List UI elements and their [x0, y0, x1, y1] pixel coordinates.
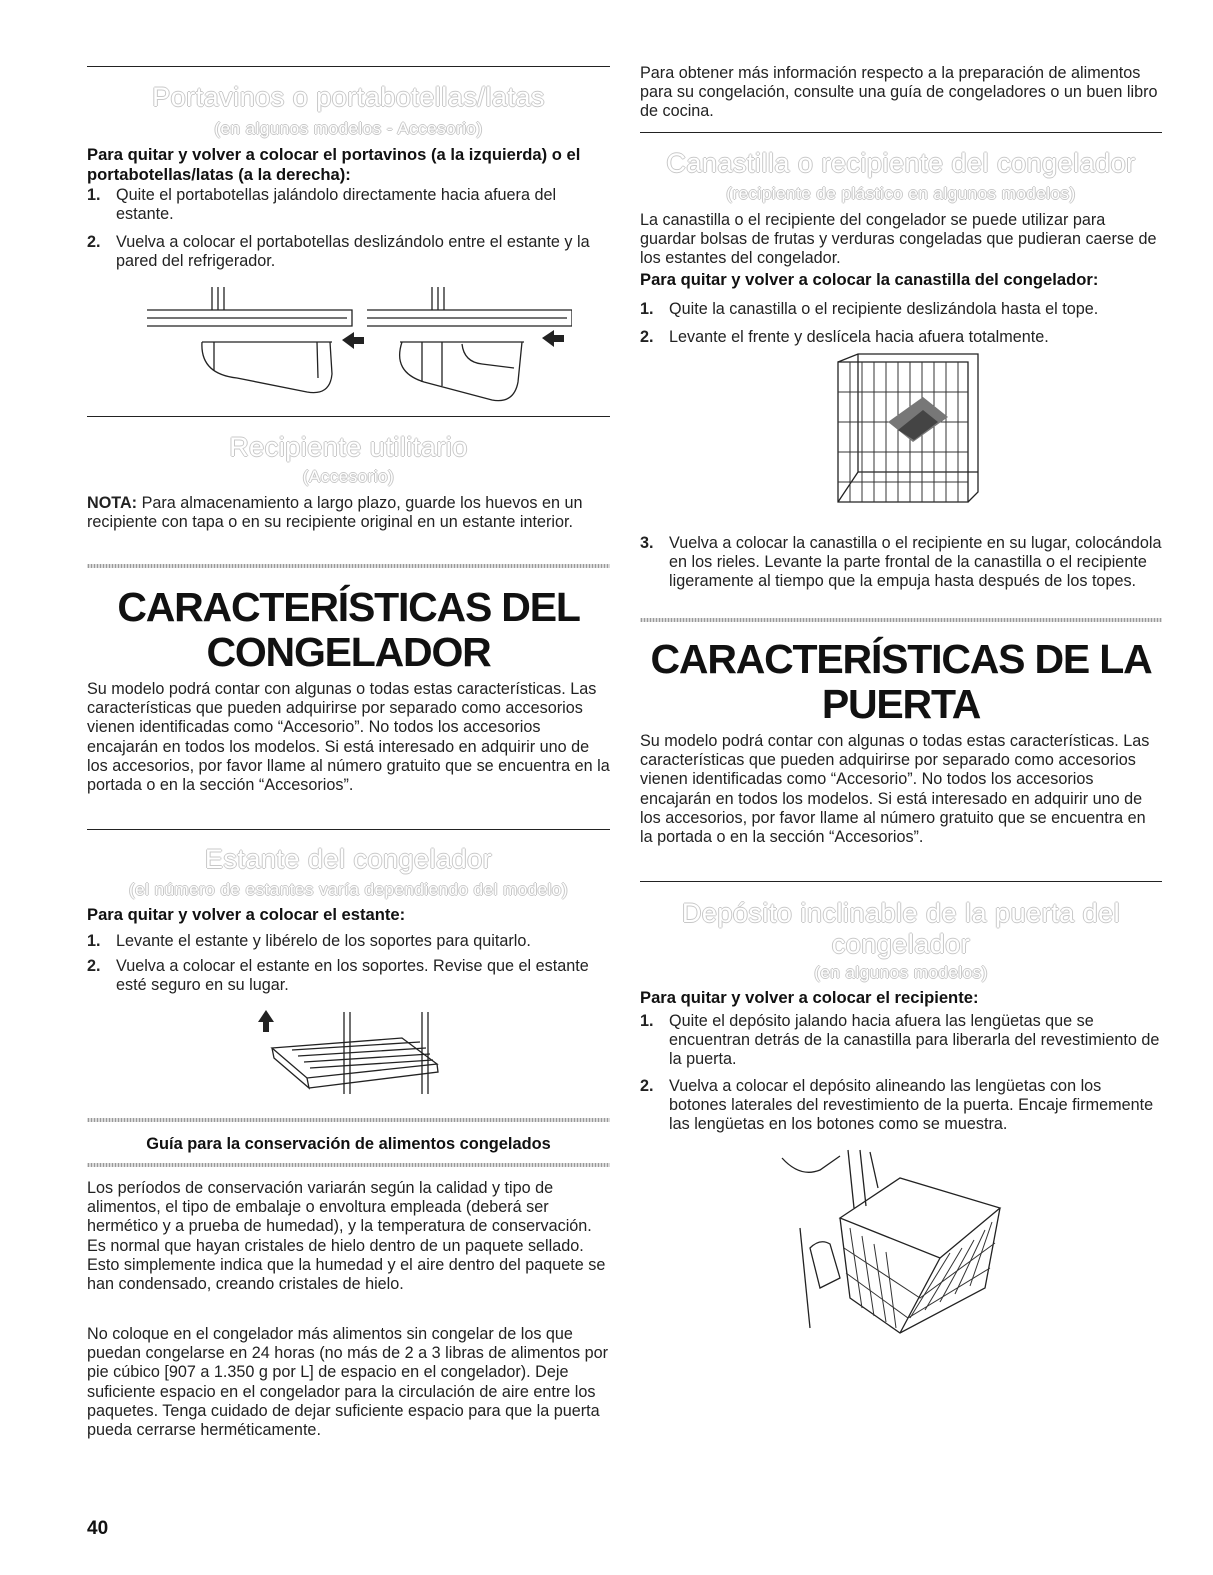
section-title-freezer-shelf: Estante del congelador — [204, 844, 493, 874]
dotted-divider — [87, 1163, 610, 1167]
instruction-freezer-shelf: Para quitar y volver a colocar el estante: — [87, 905, 406, 924]
section-subtitle-door-bin: (en algunos modelos) — [814, 963, 988, 982]
section-divider — [87, 66, 610, 67]
page-number: 40 — [87, 1518, 109, 1539]
step-2: 2. Levante el frente y deslícela hacia afuera totalmente. — [640, 328, 1049, 346]
freezer-shelf-illustration — [252, 1008, 452, 1104]
door-features-intro: Su modelo podrá contar con algunas o todas estas características. Las características que pueden adquirirse por separado como accesorios vienen identificadas como “Accesorio”. No todos los accesorios encajarán en todos los modelos. Si está interesado en adquirir uno de los accesorios, por favor llame al número gratuito que se encuentra en la portada o en la sección “Accesorios”. — [640, 732, 1150, 847]
step-1: 1. Quite el depósito jalando hacia afuera las lengüetas que se encuentran detrás de la canastilla para liberarla del revestimiento de la puerta. — [640, 1012, 1160, 1069]
section-subtitle-utility-bin: (Accesorio) — [302, 467, 395, 486]
step-2: 2. Vuelva a colocar el estante en los soportes. Revise que el estante esté seguro en su lugar. — [87, 957, 589, 995]
storage-guide-paragraph-2: No coloque en el congelador más alimentos sin congelar de los que puedan congelarse en 24 horas (no más de 2 a 3 libras de alimentos por pie cúbico [907 a 1.350 g por L] de espacio en el congelador). Deje suficiente espacio en el congelador para la circulación de aire entre los paquetes. Tenga cuidado de dejar suficiente espacio para que la puerta pueda cerrarse herméticamente. — [87, 1325, 609, 1440]
instruction-wine-rack: Para quitar y volver a colocar el portavinos (a la izquierda) o el portabotellas/latas (a la derecha): — [87, 145, 581, 184]
step-text: Levante el estante y libérelo de los soportes para quitarlo. — [116, 932, 531, 950]
section-subtitle-wine-rack: (en algunos modelos - Accesorio) — [214, 119, 483, 138]
step-1: 1. Levante el estante y libérelo de los soportes para quitarlo. — [87, 932, 531, 950]
section-title-freezer-basket: Canastilla o recipiente del congelador — [666, 148, 1136, 178]
note-paragraph — [87, 494, 610, 532]
dotted-divider — [87, 564, 610, 568]
note-label: NOTA: — [87, 494, 138, 512]
step-text: Quite la canastilla o el recipiente deslizándola hasta el tope. — [669, 300, 1099, 318]
section-divider — [87, 416, 610, 417]
step-2: 2. Vuelva a colocar el depósito alineando las lengüetas con los botones laterales del revestimiento de la puerta. Encaje firmemente las lengüetas en los botones como se muestra. — [640, 1077, 1154, 1134]
section-title-door-bin: Depósito inclinable de la puerta del congelador — [681, 898, 1121, 959]
dotted-divider — [640, 618, 1162, 622]
step-text: Vuelva a colocar el portabotellas deslizándolo entre el estante y la pared del refrigerador. — [116, 233, 590, 271]
heading-door-features: CARACTERÍSTICAS DE LA PUERTA — [650, 636, 1152, 727]
section-divider — [87, 829, 610, 830]
step-text: Quite el portabotellas jalándolo directamente hacia afuera del estante. — [116, 186, 557, 224]
instruction-door-bin: Para quitar y volver a colocar el recipiente: — [640, 988, 979, 1007]
step-text: Quite el depósito jalando hacia afuera las lengüetas que se encuentran detrás de la canastilla para liberarla del revestimiento de la puerta. — [669, 1012, 1160, 1069]
wine-rack-illustration — [142, 282, 572, 412]
step-text: Vuelva a colocar el depósito alineando las lengüetas con los botones laterales del revestimiento de la puerta. Encaje firmemente las lengüetas en los botones como se muestra. — [669, 1077, 1154, 1134]
heading-storage-guide: Guía para la conservación de alimentos congelados — [146, 1135, 551, 1153]
freezer-basket-body: La canastilla o el recipiente del congelador se puede utilizar para guardar bolsas de frutas y verduras congeladas que pudieran caerse de los estantes del congelador. — [640, 211, 1157, 268]
note-text: Para almacenamiento a largo plazo, guarde los huevos en un recipiente con tapa o en su recipiente original en un estante interior. — [87, 494, 583, 532]
section-subtitle-freezer-basket: (recipiente de plástico en algunos modelos) — [726, 184, 1076, 203]
instruction-freezer-basket: Para quitar y volver a colocar la canastilla del congelador: — [640, 270, 1099, 289]
section-divider — [640, 881, 1162, 882]
section-title-utility-bin: Recipiente utilitario — [229, 432, 468, 462]
section-subtitle-freezer-shelf: (el número de estantes varía dependiendo del modelo) — [129, 880, 568, 899]
step-text: Vuelva a colocar la canastilla o el recipiente en su lugar, colocándola en los rieles. Levante la parte frontal de la canastilla o el recipiente ligeramente al tiempo que la empuja hasta después de los topes. — [669, 534, 1162, 591]
section-title-wine-rack: Portavinos o portabotellas/latas — [152, 82, 545, 112]
step-1: 1. Quite el portabotellas jalándolo directamente hacia afuera del estante. — [87, 186, 557, 224]
dotted-divider — [87, 1118, 610, 1122]
heading-freezer-features: CARACTERÍSTICAS DEL CONGELADOR — [117, 584, 580, 675]
door-bin-illustration — [780, 1148, 1030, 1348]
freezer-features-intro: Su modelo podrá contar con algunas o todas estas características. Las características que pueden adquirirse por separado como accesorios vienen identificadas como “Accesorio”. No todos los accesorios encajarán en todos los modelos. Si está interesado en adquirir uno de los accesorios, por favor llame al número gratuito que se encuentra en la portada o en la sección “Accesorios”. — [87, 680, 610, 795]
more-info-paragraph: Para obtener más información respecto a la preparación de alimentos para su congelación, consulte una guía de congeladores o un buen libro de cocina. — [640, 64, 1158, 121]
step-text: Levante el frente y deslícela hacia afuera totalmente. — [669, 328, 1049, 346]
section-divider — [640, 132, 1162, 133]
step-2: 2. Vuelva a colocar el portabotellas deslizándolo entre el estante y la pared del refrigerador. — [87, 233, 590, 271]
storage-guide-paragraph-1: Los períodos de conservación variarán según la calidad y tipo de alimentos, el tipo de embalaje o envoltura empleada (deberá ser hermético y a prueba de humedad), y la temperatura de conservación. Es normal que hayan cristales de hielo dentro de un paquete sellado. Esto simplemente indica que la humedad y el aire dentro del paquete se han condensado, creando cristales de hielo. — [87, 1179, 606, 1294]
step-1: 1. Quite la canastilla o el recipiente deslizándola hasta el tope. — [640, 300, 1099, 318]
step-3: 3. Vuelva a colocar la canastilla o el recipiente en su lugar, colocándola en los rieles. Levante la parte frontal de la canastilla o el recipiente ligeramente al tiempo que la empuja hasta después de los topes. — [640, 534, 1162, 591]
freezer-basket-illustration — [828, 352, 984, 514]
step-text: Vuelva a colocar el estante en los soportes. Revise que el estante esté seguro en su lugar. — [116, 957, 589, 995]
